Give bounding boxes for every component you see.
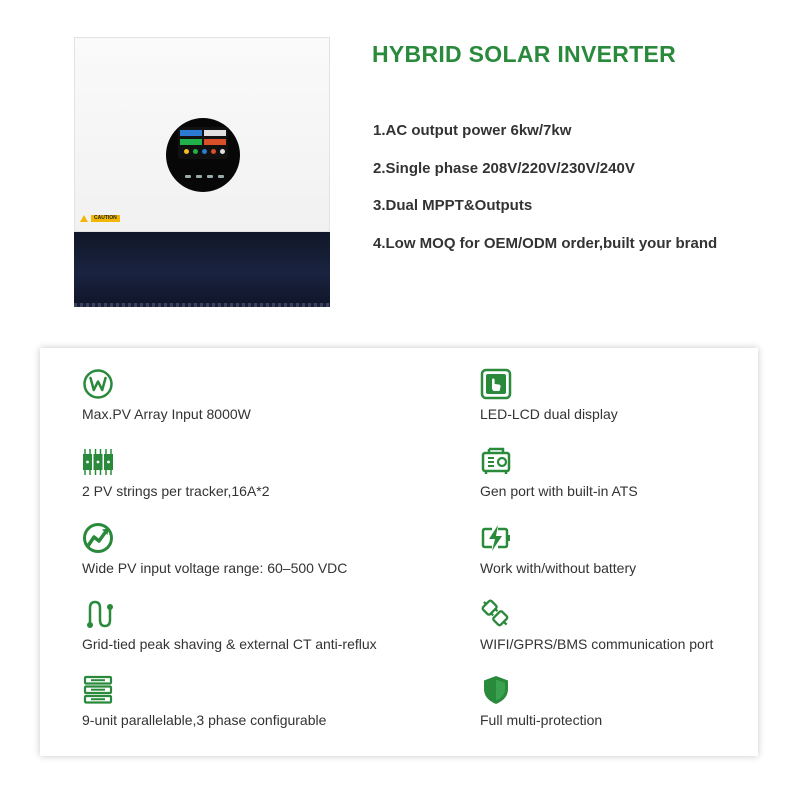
feature-text: LED-LCD dual display xyxy=(480,406,618,422)
feature-text: 2 PV strings per tracker,16A*2 xyxy=(82,483,270,499)
inverter-lcd-screen xyxy=(178,127,228,159)
feature-item xyxy=(480,598,800,658)
communication-plug-icon xyxy=(480,598,512,630)
feature-item xyxy=(480,445,800,505)
spec-bullet: 3.Dual MPPT&Outputs xyxy=(373,197,533,214)
feature-text: Full multi-protection xyxy=(480,712,603,728)
spec-bullet: 2.Single phase 208V/220V/230V/240V xyxy=(373,159,635,177)
battery-icon xyxy=(480,522,512,554)
generator-icon xyxy=(480,445,512,477)
feature-item xyxy=(82,368,422,428)
feature-text: Grid-tied peak shaving & external CT anti-reflux xyxy=(82,636,377,652)
pv-strings-icon xyxy=(82,445,114,477)
feature-item xyxy=(82,522,422,582)
feature-text: Work with/without battery xyxy=(480,560,637,576)
caution-label: CAUTION xyxy=(91,215,120,222)
watt-icon xyxy=(82,368,114,400)
inverter-product-image xyxy=(74,37,330,307)
feature-text: Gen port with built-in ATS xyxy=(480,483,638,499)
page-title: HYBRID SOLAR INVERTER xyxy=(372,41,677,67)
feature-text: WIFI/GPRS/BMS communication port xyxy=(480,636,714,652)
inverter-control-panel xyxy=(166,118,240,192)
feature-text: 9-unit parallelable,3 phase configurable xyxy=(82,712,327,728)
feature-item xyxy=(82,445,422,505)
shield-icon xyxy=(480,674,512,706)
features-card xyxy=(40,348,758,756)
inverter-housing-bottom xyxy=(74,232,330,307)
warning-triangle-icon xyxy=(80,215,88,222)
feature-item xyxy=(82,598,422,658)
feature-text: Max.PV Array Input 8000W xyxy=(82,406,251,422)
spec-bullet-list xyxy=(373,121,717,271)
spec-bullet: 1.AC output power 6kw/7kw xyxy=(373,122,572,139)
lcd-display-icon xyxy=(480,368,512,400)
feature-item xyxy=(480,368,800,428)
feature-item xyxy=(82,674,422,734)
parallel-units-icon xyxy=(82,674,114,706)
caution-sticker xyxy=(80,215,120,222)
feature-item xyxy=(480,522,800,582)
feature-text: Wide PV input voltage range: 60–500 VDC xyxy=(82,560,348,576)
grid-ct-icon xyxy=(82,598,114,630)
feature-item xyxy=(480,674,800,734)
voltage-range-icon xyxy=(82,522,114,554)
spec-bullet: 4.Low MOQ for OEM/ODM order,built your brand xyxy=(373,234,718,252)
